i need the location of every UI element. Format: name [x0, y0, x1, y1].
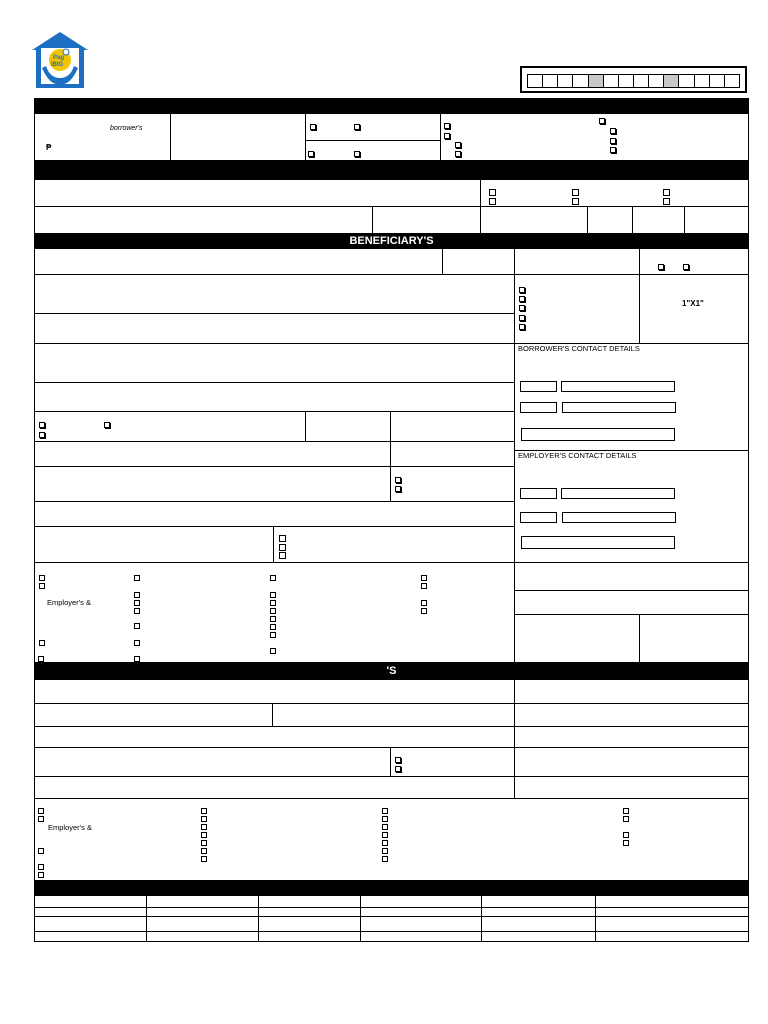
- checkbox[interactable]: [270, 616, 276, 622]
- checkbox[interactable]: [421, 600, 427, 606]
- checkbox[interactable]: [382, 840, 388, 846]
- checkbox[interactable]: [270, 624, 276, 630]
- checkbox[interactable]: [270, 648, 276, 654]
- checkbox[interactable]: [421, 583, 427, 589]
- application-number-cells[interactable]: [527, 74, 740, 88]
- checkbox[interactable]: [599, 118, 605, 124]
- checkbox[interactable]: [421, 608, 427, 614]
- checkbox[interactable]: [201, 848, 207, 854]
- checkbox[interactable]: [279, 544, 286, 551]
- checkbox[interactable]: [38, 816, 44, 822]
- checkbox[interactable]: [39, 432, 45, 438]
- spouse-table: [34, 679, 749, 881]
- checkbox[interactable]: [683, 264, 689, 270]
- logo-text-top: Pag: [53, 55, 65, 61]
- section-bar-bottom: [34, 881, 749, 895]
- checkbox[interactable]: [519, 305, 525, 311]
- checkbox[interactable]: [38, 656, 44, 662]
- checkbox[interactable]: [201, 832, 207, 838]
- checkbox[interactable]: [270, 592, 276, 598]
- contact-field[interactable]: [520, 381, 557, 392]
- checkbox[interactable]: [623, 816, 629, 822]
- contact-field[interactable]: [562, 512, 676, 523]
- checkbox[interactable]: [134, 640, 140, 646]
- checkbox[interactable]: [395, 477, 401, 483]
- checkbox[interactable]: [39, 640, 45, 646]
- contact-field[interactable]: [520, 488, 557, 499]
- checkbox[interactable]: [201, 808, 207, 814]
- checkbox[interactable]: [354, 124, 360, 130]
- checkbox[interactable]: [610, 138, 616, 144]
- checkbox[interactable]: [270, 575, 276, 581]
- checkbox[interactable]: [572, 189, 579, 196]
- checkbox[interactable]: [38, 864, 44, 870]
- employer-contact-title: EMPLOYER'S CONTACT DETAILS: [518, 451, 637, 460]
- checkbox[interactable]: [270, 608, 276, 614]
- contact-field[interactable]: [562, 402, 676, 413]
- checkbox[interactable]: [39, 575, 45, 581]
- checkbox[interactable]: [444, 133, 450, 139]
- checkbox[interactable]: [270, 632, 276, 638]
- checkbox[interactable]: [354, 151, 360, 157]
- bottom-grid: [34, 895, 749, 942]
- checkbox[interactable]: [519, 324, 525, 330]
- logo-text-bottom: IBIG: [51, 62, 64, 68]
- section-bar-1: [34, 98, 749, 113]
- checkbox[interactable]: [382, 816, 388, 822]
- checkbox[interactable]: [519, 287, 525, 293]
- checkbox[interactable]: [39, 583, 45, 589]
- checkbox[interactable]: [38, 848, 44, 854]
- checkbox[interactable]: [201, 856, 207, 862]
- checkbox[interactable]: [395, 757, 401, 763]
- checkbox[interactable]: [201, 824, 207, 830]
- pagibig-logo: [30, 30, 90, 90]
- checkbox[interactable]: [201, 840, 207, 846]
- checkbox[interactable]: [39, 422, 45, 428]
- borrower-label: borrower's: [110, 125, 143, 132]
- checkbox[interactable]: [38, 872, 44, 878]
- photo-size-label: 1"X1": [682, 299, 704, 308]
- checkbox[interactable]: [658, 264, 664, 270]
- checkbox[interactable]: [395, 766, 401, 772]
- checkbox[interactable]: [134, 600, 140, 606]
- checkbox[interactable]: [382, 808, 388, 814]
- employers-label-b: Employer's &: [48, 823, 92, 832]
- checkbox[interactable]: [623, 832, 629, 838]
- checkbox[interactable]: [572, 198, 579, 205]
- checkbox[interactable]: [421, 575, 427, 581]
- checkbox[interactable]: [382, 848, 388, 854]
- checkbox[interactable]: [201, 816, 207, 822]
- borrower-contact-title: BORROWER'S CONTACT DETAILS: [518, 344, 640, 353]
- contact-field[interactable]: [561, 488, 675, 499]
- checkbox[interactable]: [489, 189, 496, 196]
- checkbox[interactable]: [519, 315, 525, 321]
- checkbox[interactable]: [663, 198, 670, 205]
- checkbox[interactable]: [279, 535, 286, 542]
- checkbox[interactable]: [38, 808, 44, 814]
- contact-field[interactable]: [520, 402, 557, 413]
- checkbox[interactable]: [623, 808, 629, 814]
- checkbox[interactable]: [455, 142, 461, 148]
- checkbox[interactable]: [663, 189, 670, 196]
- checkbox[interactable]: [134, 623, 140, 629]
- checkbox[interactable]: [610, 147, 616, 153]
- contact-field[interactable]: [521, 428, 675, 441]
- checkbox[interactable]: [444, 123, 450, 129]
- loan-details-table: [34, 113, 749, 161]
- contact-field[interactable]: [520, 512, 557, 523]
- checkbox[interactable]: [382, 832, 388, 838]
- employers-label-a: Employer's &: [47, 598, 91, 607]
- checkbox[interactable]: [489, 198, 496, 205]
- contact-field[interactable]: [561, 381, 675, 392]
- checkbox[interactable]: [104, 422, 110, 428]
- section-bar-2: [34, 161, 749, 179]
- checkbox[interactable]: [623, 840, 629, 846]
- beneficiary-title: BENEFICIARY'S: [349, 235, 434, 247]
- checkbox[interactable]: [134, 592, 140, 598]
- checkbox[interactable]: [310, 124, 316, 130]
- checkbox[interactable]: [134, 575, 140, 581]
- checkbox[interactable]: [134, 656, 140, 662]
- checkbox[interactable]: [519, 296, 525, 302]
- checkbox[interactable]: [308, 151, 314, 157]
- contact-field[interactable]: [521, 536, 675, 549]
- peso-sign: ₱: [46, 143, 52, 152]
- checkbox[interactable]: [610, 128, 616, 134]
- section-s-bar: [34, 663, 749, 679]
- checkbox[interactable]: [279, 552, 286, 559]
- beneficiary-table: [34, 248, 749, 663]
- section-s-title: 'S: [386, 665, 397, 677]
- checkbox[interactable]: [270, 600, 276, 606]
- checkbox[interactable]: [382, 824, 388, 830]
- checkbox[interactable]: [395, 486, 401, 492]
- checkbox[interactable]: [455, 151, 461, 157]
- beneficiary-section-bar: [34, 234, 749, 248]
- checkbox[interactable]: [134, 608, 140, 614]
- checkbox[interactable]: [382, 856, 388, 862]
